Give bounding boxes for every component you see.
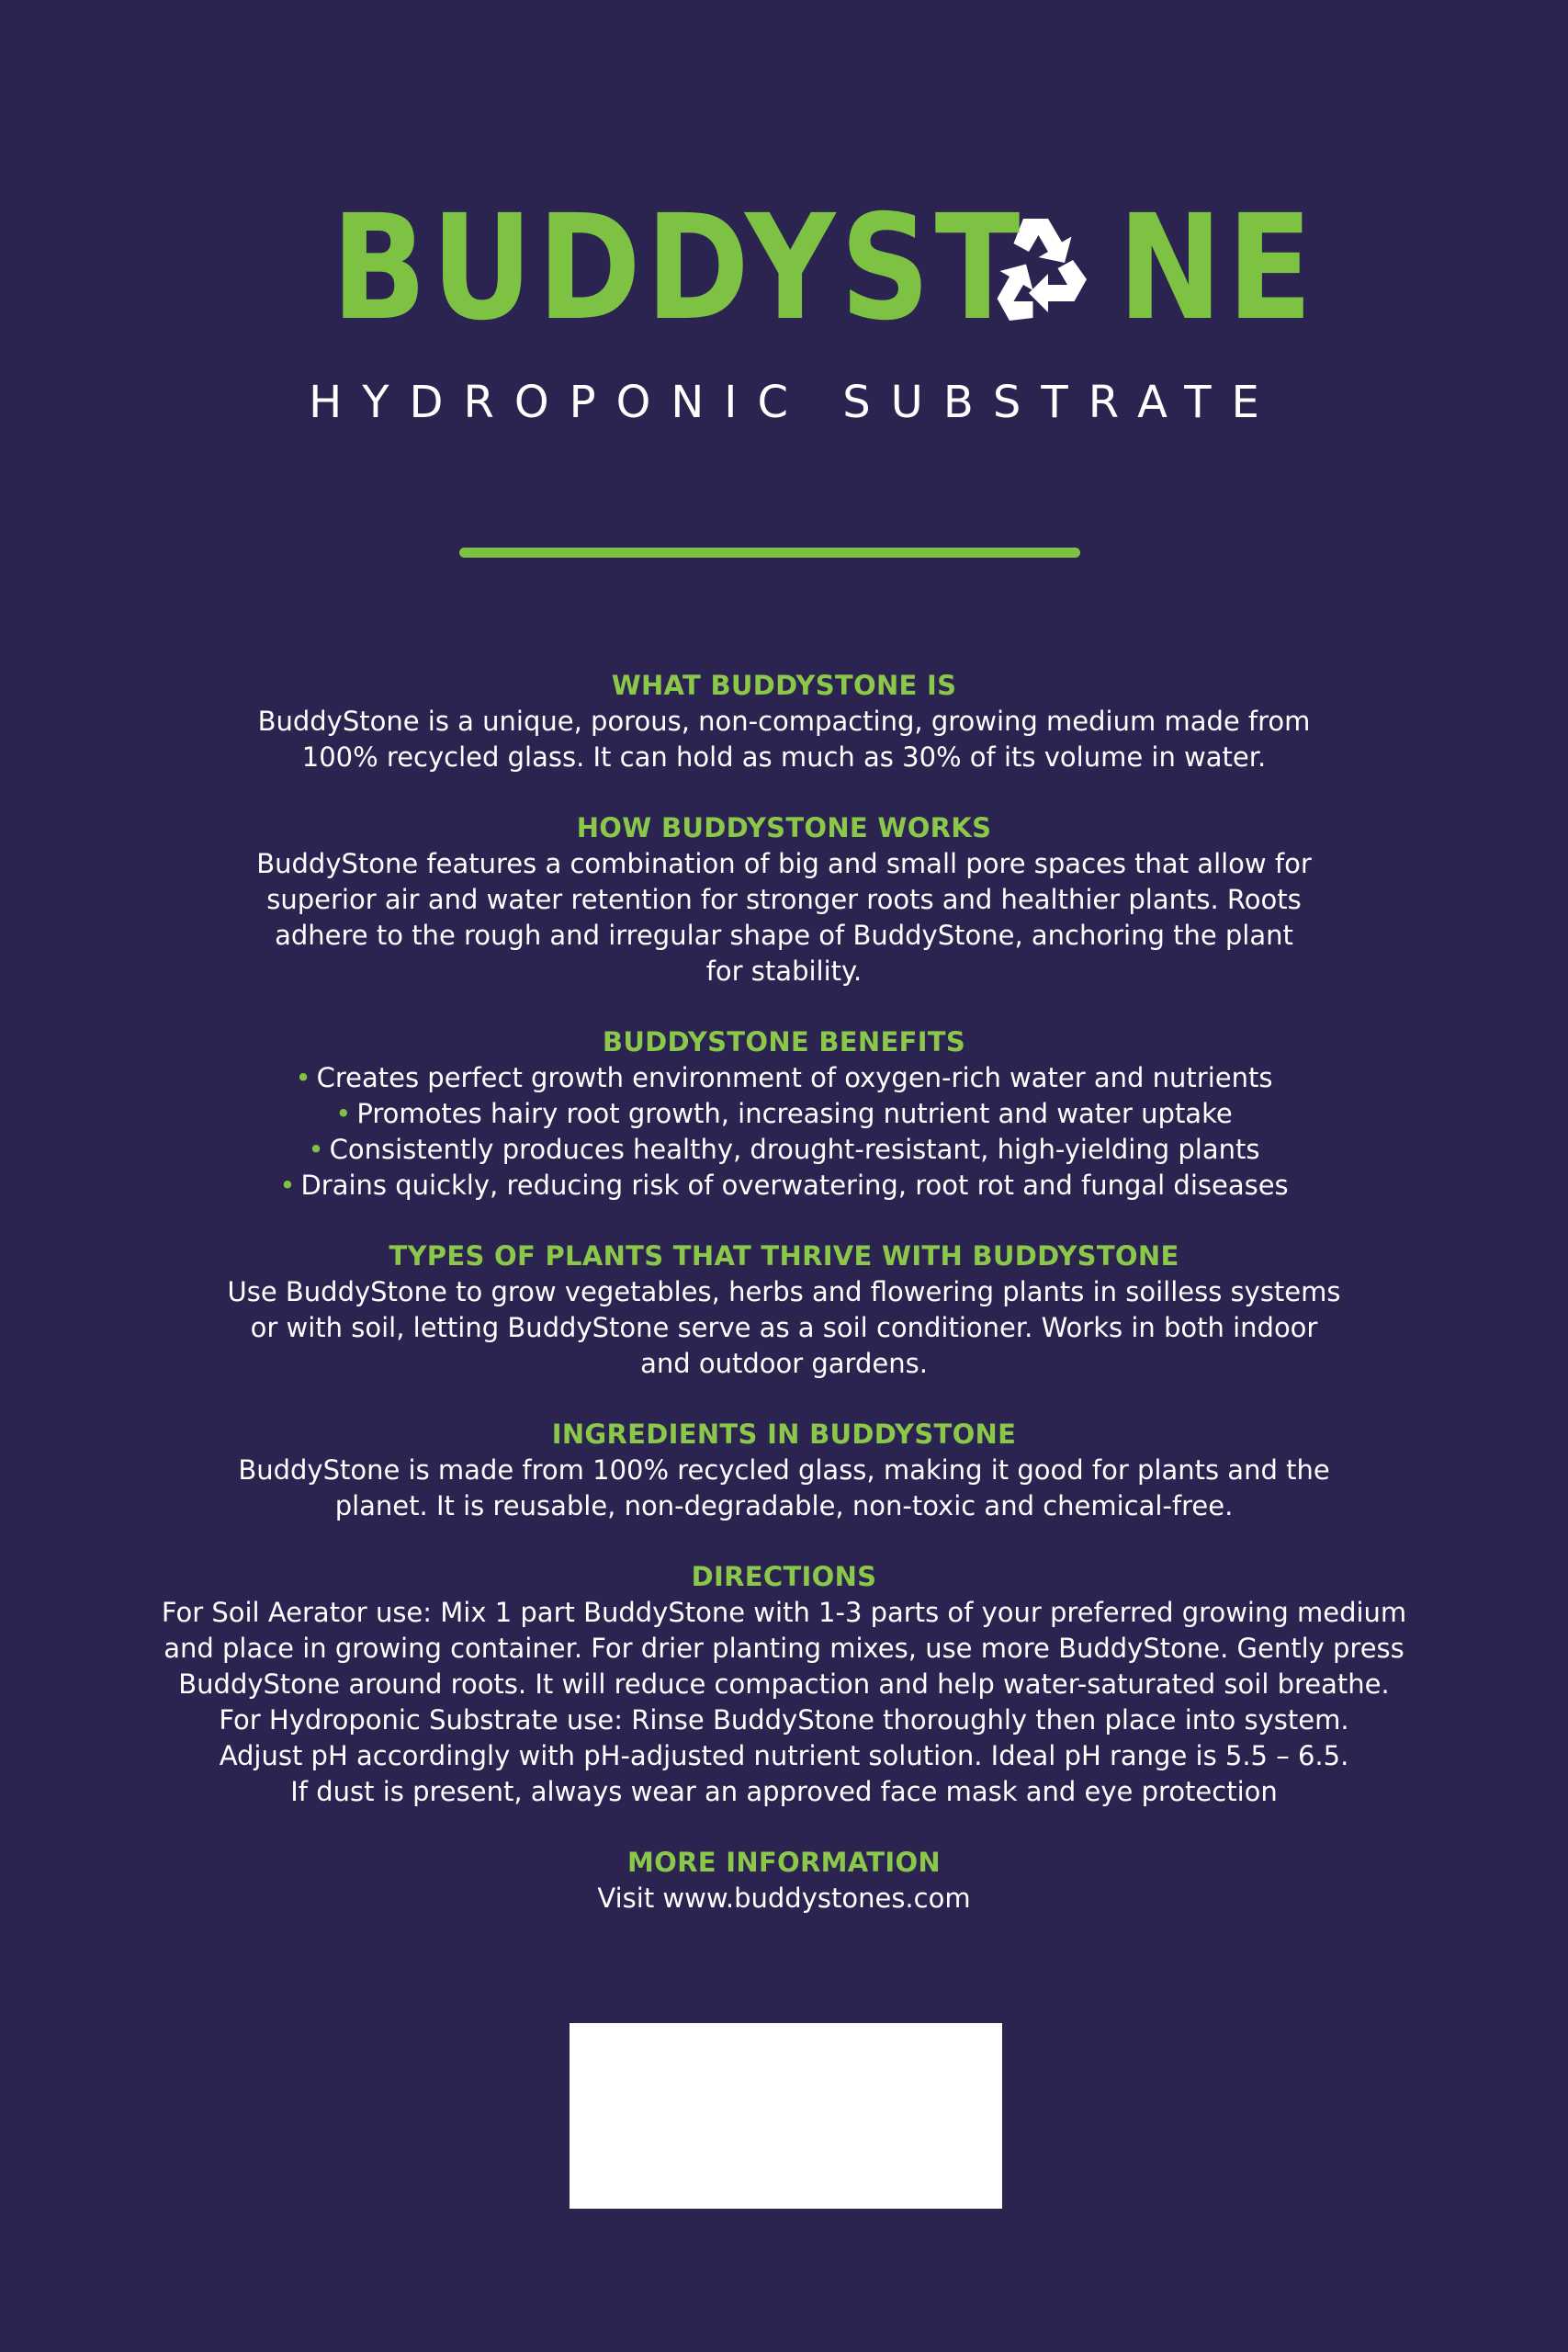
bullet-icon: •: [308, 1134, 324, 1165]
bullet-item: [55, 1132, 1513, 1168]
text-line: adhere to the rough and irregular shape of BuddyStone, anchoring the plant: [275, 920, 1293, 951]
text-line: 100% recycled glass. It can hold as much as 30% of its volume in water.: [301, 741, 1267, 773]
section-ingredients: [55, 1416, 1513, 1524]
text-line: For Hydroponic Substrate use: Rinse BuddyStone thoroughly then place into system.: [219, 1704, 1349, 1736]
section-heading: TYPES OF PLANTS THAT THRIVE WITH BUDDYSTONE: [389, 1240, 1179, 1272]
section-heading: INGREDIENTS IN BUDDYSTONE: [551, 1419, 1017, 1450]
section-plant-types: [55, 1238, 1513, 1382]
section-heading: BUDDYSTONE BENEFITS: [602, 1026, 966, 1057]
text-line: superior air and water retention for stronger roots and healthier plants. Roots: [266, 884, 1302, 915]
section-more-info: [55, 1844, 1513, 1917]
bullet-item: [55, 1096, 1513, 1132]
text-line: for stability.: [705, 956, 863, 987]
text-line: For Soil Aerator use: Mix 1 part BuddyStone with 1-3 parts of your preferred growing medium: [161, 1597, 1407, 1628]
brand-logo: [0, 184, 1568, 353]
text-line: and outdoor gardens.: [640, 1348, 928, 1379]
bullet-item: [55, 1168, 1513, 1204]
divider: [459, 548, 1080, 558]
text-line: planet. It is reusable, non-degradable, non-toxic and chemical-free.: [334, 1490, 1234, 1521]
bullet-text: Drains quickly, reducing risk of overwatering, root rot and fungal diseases: [300, 1170, 1289, 1201]
text-line: and place in growing container. For drier planting mixes, use more BuddyStone. Gently press: [164, 1633, 1404, 1664]
bullet-text: Consistently produces healthy, drought-resistant, high-yielding plants: [329, 1134, 1260, 1165]
text-line: Adjust pH accordingly with pH-adjusted nutrient solution. Ideal pH range is 5.5 – 6.5.: [219, 1740, 1349, 1771]
website-text: Visit www.buddystones.com: [597, 1883, 971, 1914]
text-line: If dust is present, always wear an approved face mask and eye protection: [290, 1776, 1278, 1807]
section-heading: DIRECTIONS: [691, 1561, 877, 1592]
tagline: HYDROPONIC SUBSTRATE: [309, 377, 1280, 428]
label-box: [570, 2023, 1002, 2209]
bullet-icon: •: [279, 1170, 296, 1201]
text-line: BuddyStone is made from 100% recycled glass, making it good for plants and the: [238, 1454, 1330, 1486]
text-line: BuddyStone is a unique, porous, non-compacting, growing medium made from: [257, 706, 1311, 737]
text-line: BuddyStone features a combination of big and small pore spaces that allow for: [256, 848, 1312, 879]
section-benefits: [55, 1023, 1513, 1204]
bullet-item: [55, 1060, 1513, 1096]
section-heading: MORE INFORMATION: [627, 1847, 941, 1878]
bullet-text: Promotes hairy root growth, increasing nutrient and water uptake: [356, 1098, 1233, 1129]
section-what-is: [55, 667, 1513, 775]
brand-name-left: BUDDYST: [331, 184, 1025, 353]
text-line: or with soil, letting BuddyStone serve as a soil conditioner. Works in both indoor: [250, 1312, 1318, 1343]
bullet-icon: •: [295, 1062, 311, 1093]
bullet-text: Creates perfect growth environment of oxygen-rich water and nutrients: [316, 1062, 1273, 1093]
brand-name-right: NE: [1118, 184, 1318, 353]
text-line: Use BuddyStone to grow vegetables, herbs and flowering plants in soilless systems: [227, 1276, 1341, 1307]
section-heading: WHAT BUDDYSTONE IS: [611, 670, 957, 701]
content: [55, 667, 1513, 1951]
section-heading: HOW BUDDYSTONE WORKS: [576, 812, 992, 843]
section-directions: [55, 1558, 1513, 1810]
section-how-it-works: [55, 809, 1513, 989]
bullet-icon: •: [335, 1098, 352, 1129]
text-line: BuddyStone around roots. It will reduce compaction and help water-saturated soil breathe.: [178, 1668, 1390, 1700]
